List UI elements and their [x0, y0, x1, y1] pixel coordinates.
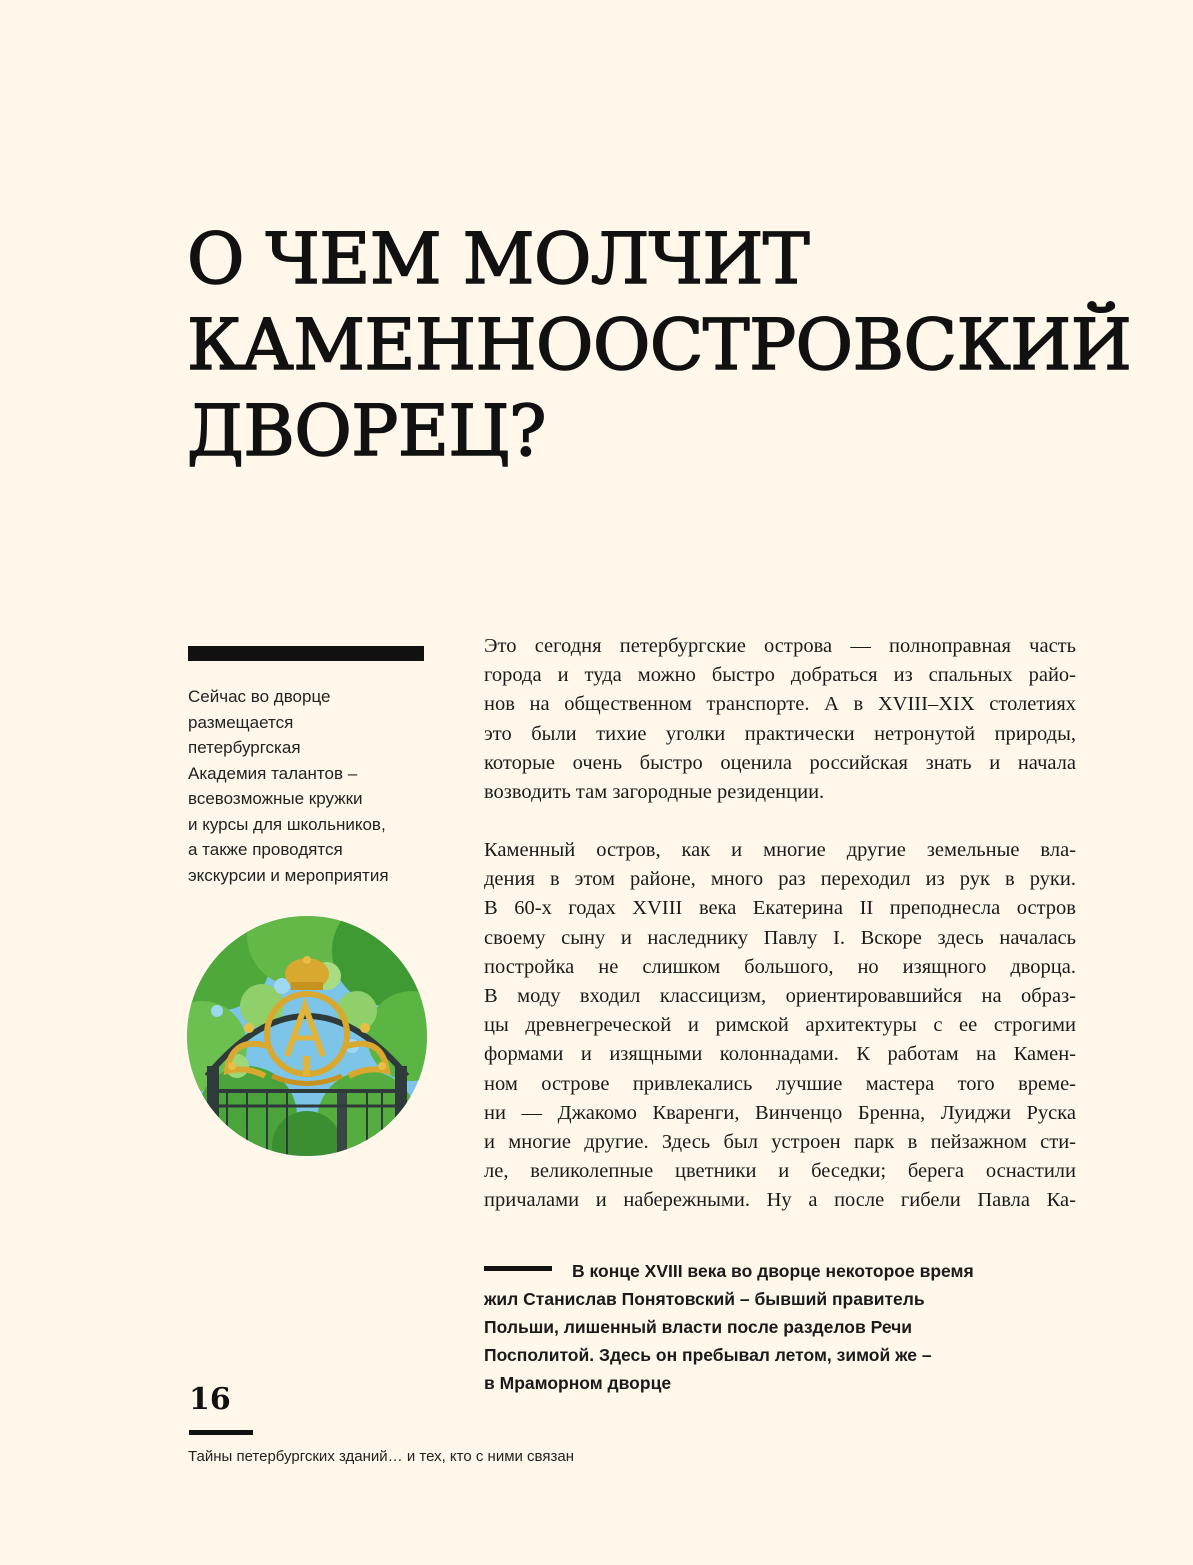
text-line: причалами и набережными. Ну а после гибели Павла Ка-: [484, 1189, 1076, 1212]
sidebar-rule: [188, 646, 424, 661]
caption-line: Сейчас во дворце: [188, 687, 331, 706]
page-number-rule: [189, 1430, 253, 1435]
text-line: формами и изящными колоннадами. К работам на Камен-: [484, 1043, 1076, 1066]
text-line: и многие другие. Здесь был устроен парк в пейзажном сти-: [484, 1131, 1076, 1154]
text-line: Каменный остров, как и многие другие земельные вла-: [484, 839, 1076, 861]
page-title: [187, 216, 1147, 474]
title-line: КАМЕННООСТРОВСКИЙ: [187, 304, 1132, 386]
text-line: своему сыну и наследнику Павлу I. Вскоре здесь началась: [484, 926, 1076, 949]
text-line: ном острове привлекались лучшие мастера того време-: [484, 1072, 1076, 1095]
text-line: постройка не слишком большого, но изящного дворца.: [484, 955, 1076, 978]
text-line: это были тихие уголки практически нетронутой природы,: [484, 722, 1076, 745]
title-line: ДВОРЕЦ?: [187, 390, 547, 472]
text-line: цы древнегреческой и римской архитектуры с ее строгими: [484, 1014, 1076, 1037]
caption-line: петербургская: [188, 738, 301, 757]
caption-line: а также проводятся: [188, 840, 343, 859]
caption-line: и курсы для школьников,: [188, 814, 386, 834]
page-number: 16: [189, 1382, 231, 1417]
quote-line: В конце XVIII века во дворце некоторое время: [572, 1261, 974, 1281]
text-line: города и туда можно быстро добраться из спальных райо-: [484, 664, 1076, 687]
text-line: Это сегодня петербургские острова — полноправная часть: [484, 635, 1076, 657]
caption-line: Академия талантов –: [188, 763, 358, 783]
text-line: В 60-х годах XVIII века Екатерина II преподнесла остров: [484, 897, 1076, 920]
quote-line: в Мраморном дворце: [484, 1373, 672, 1393]
caption-line: всевозможные кружки: [188, 789, 363, 808]
text-line: которые очень быстро оценила российская знать и начала: [484, 751, 1076, 774]
body-paragraph-2: [484, 836, 1076, 1216]
body-paragraph-1: [484, 632, 1076, 807]
text-line: В моду входил классицизм, ориентировавшийся на образ-: [484, 985, 1076, 1008]
text-line: нов на общественном транспорте. А в XVIII–XIX столетиях: [484, 693, 1076, 716]
caption-line: экскурсии и мероприятия: [188, 865, 389, 885]
sidebar-caption: [188, 684, 433, 888]
quote-line: жил Станислав Понятовский – бывший правитель: [484, 1289, 925, 1309]
text-line: возводить там загородные резиденции.: [484, 781, 825, 804]
title-line: О ЧЕМ МОЛЧИТ: [187, 218, 810, 300]
text-line: дения в этом районе, много раз переходил из рук в руки.: [484, 868, 1076, 891]
gate-monogram-photo: [187, 916, 427, 1156]
text-line: ле, великолепные цветники и беседки; берега оснастили: [484, 1160, 1076, 1183]
caption-line: размещается: [188, 712, 294, 732]
text-line: ни — Джакомо Кваренги, Винченцо Бренна, Луиджи Руска: [484, 1101, 1076, 1124]
quote-line: Посполитой. Здесь он пребывал летом, зимой же –: [484, 1345, 932, 1365]
running-footer: Тайны петербургских зданий… и тех, кто с ними связан: [188, 1448, 574, 1465]
pull-quote: [484, 1257, 1084, 1397]
quote-line: Польши, лишенный власти после разделов Речи: [484, 1317, 913, 1337]
